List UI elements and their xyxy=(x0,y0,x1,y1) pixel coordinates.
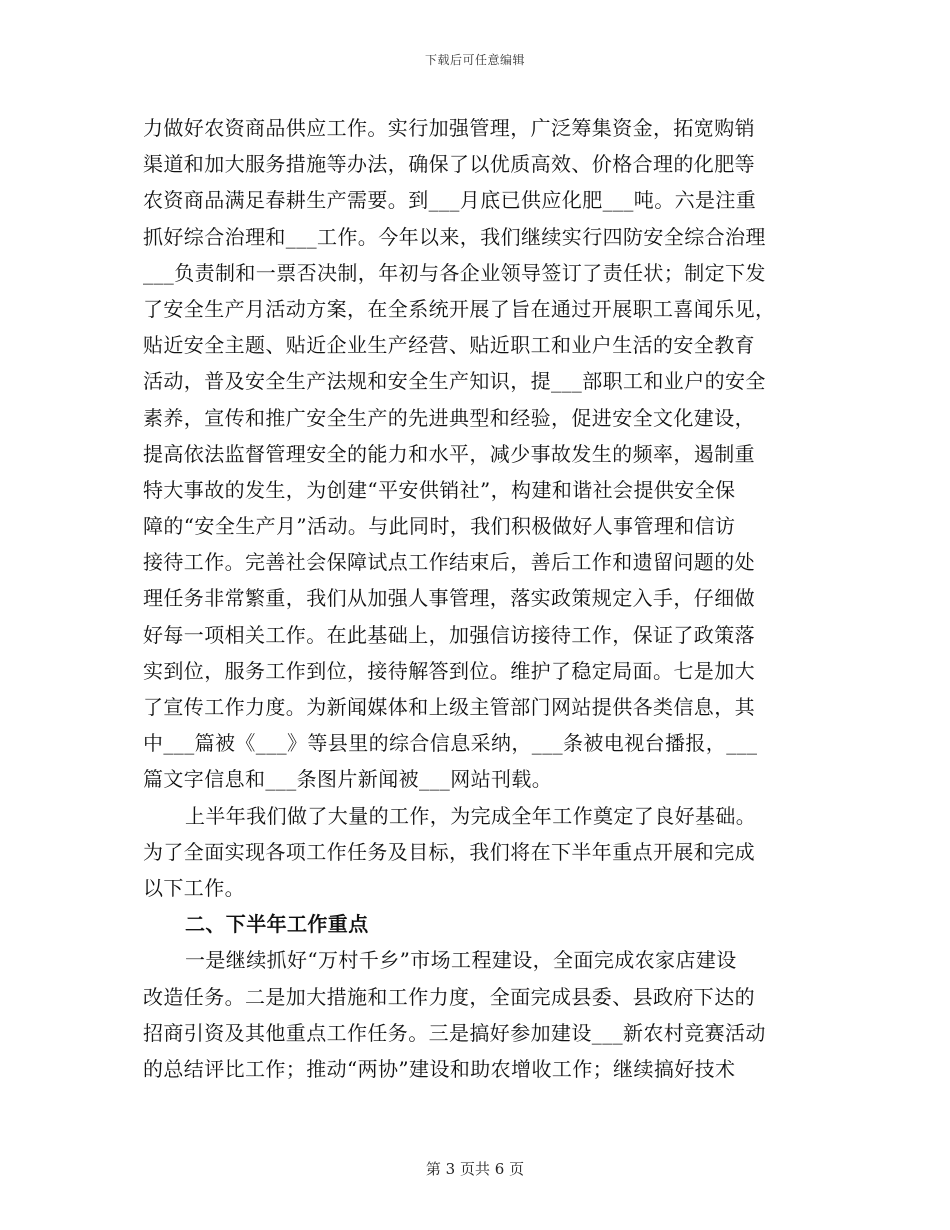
paragraph-line: 特大事故的发生，为创建“平安供销社”，构建和谐社会提供安全保 xyxy=(143,477,736,502)
paragraph-line: 中___篇被《___》等县里的综合信息采纳，___条被电视台播报，___ xyxy=(143,731,758,756)
paragraph-line: 好每一项相关工作。在此基础上，加强信访接待工作，保证了政策落 xyxy=(143,622,755,647)
paragraph-line: 了安全生产月活动方案，在全系统开展了旨在通过开展职工喜闻乐见， xyxy=(143,296,776,321)
paragraph-line: 抓好综合治理和___工作。今年以来，我们继续实行四防安全综合治理 xyxy=(143,224,766,249)
paragraph-line-indented: 上半年我们做了大量的工作，为完成全年工作奠定了良好基础。 xyxy=(185,803,757,828)
paragraph-line: ___负责制和一票否决制，年初与各企业领导签订了责任状；制定下发 xyxy=(143,260,766,285)
paragraph-line: 理任务非常繁重，我们从加强人事管理，落实政策规定入手，仔细做 xyxy=(143,586,755,611)
paragraph-line: 农资商品满足春耕生产需要。到___月底已供应化肥___吨。六是注重 xyxy=(143,188,757,213)
paragraph-line: 为了全面实现各项工作任务及目标，我们将在下半年重点开展和完成 xyxy=(143,839,755,864)
document-body xyxy=(143,110,807,1087)
paragraph-line: 招商引资及其他重点工作任务。三是搞好参加建设___新农村竞赛活动 xyxy=(143,1020,766,1045)
paragraph-line: 提高依法监督管理安全的能力和水平，减少事故发生的频率，遏制重 xyxy=(143,441,755,466)
paragraph-line: 的总结评比工作；推动“两协”建设和助农增收工作；继续搞好技术 xyxy=(143,1056,736,1081)
paragraph-line: 以下工作。 xyxy=(143,875,245,900)
paragraph-line: 素养，宣传和推广安全生产的先进典型和经验，促进安全文化建设， xyxy=(143,405,755,430)
paragraph-line: 力做好农资商品供应工作。实行加强管理，广泛筹集资金，拓宽购销 xyxy=(143,116,755,140)
section-heading: 二、下半年工作重点 xyxy=(185,912,369,937)
paragraph-line: 贴近安全主题、贴近企业生产经营、贴近职工和业户生活的安全教育 xyxy=(143,333,755,358)
paragraph-line: 改造任务。二是加大措施和工作力度，全面完成县委、县政府下达的 xyxy=(143,984,755,1009)
page-header-note: 下载后可任意编辑 xyxy=(424,53,525,67)
page-number: 第 3 页共 6 页 xyxy=(425,1160,525,1178)
paragraph-line: 实到位，服务工作到位，接待解答到位。维护了稳定局面。七是加大 xyxy=(143,658,755,683)
paragraph-line: 障的“安全生产月”活动。与此同时，我们积极做好人事管理和信访 xyxy=(143,514,736,539)
paragraph-line: 了宣传工作力度。为新闻媒体和上级主管部门网站提供各类信息，其 xyxy=(143,695,755,719)
paragraph-line: 篇文字信息和___条图片新闻被___网站刊载。 xyxy=(143,767,553,792)
paragraph-line: 活动，普及安全生产法规和安全生产知识，提___部职工和业户的安全 xyxy=(143,369,766,394)
paragraph-line: 渠道和加大服务措施等办法，确保了以优质高效、价格合理的化肥等 xyxy=(143,152,755,177)
paragraph-line-indented: 一是继续抓好“万村千乡”市场工程建设，全面完成农家店建设 xyxy=(185,948,737,973)
paragraph-line: 接待工作。完善社会保障试点工作结束后，善后工作和遗留问题的处 xyxy=(143,550,755,575)
